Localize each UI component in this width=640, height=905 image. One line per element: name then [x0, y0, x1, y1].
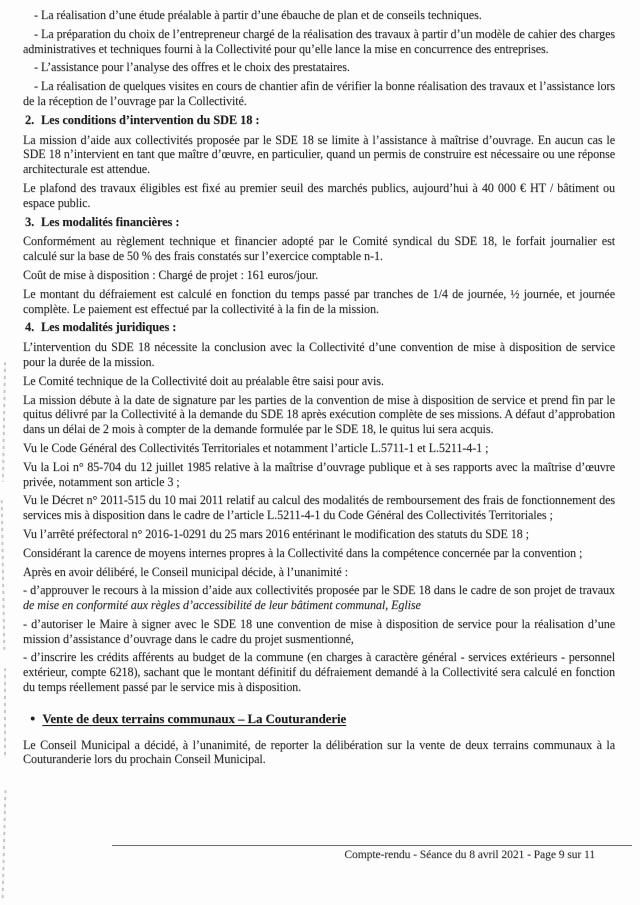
footer-text: Compte-rendu - Séance du 8 avril 2021 - Page 9 sur 11 [344, 848, 595, 861]
scan-artifact [4, 668, 6, 758]
section-title: Les modalités financières : [41, 214, 180, 229]
bullet-icon: ● [30, 712, 36, 723]
paragraph: Vu l’arrêté préfectoral n° 2016-1-0291 du 25 mars 2016 entérinant le modification des statuts du SDE 18 ; [23, 526, 529, 541]
scan-artifact [1, 500, 6, 650]
decision-item: - d’inscrire les crédits afférents au budget de la commune (en charges à caractère général - services extérieurs - personnel extérieur, compte 6218), sachant que le montant définitif du défraiement demandé à la Collectivité sera calculé en fonction du temps réellement passé par le service mis à disposition. [23, 650, 615, 695]
agenda-item-heading [30, 711, 615, 727]
paragraph: Le Comité technique de la Collectivité doit au préalable être saisi pour avis. [23, 373, 384, 388]
section-heading-financieres [25, 215, 615, 230]
paragraph: Coût de mise à disposition : Chargé de projet : 161 euros/jour. [23, 267, 319, 282]
list-item: - L’assistance pour l’analyse des offres et le choix des prestataires. [34, 60, 350, 75]
section-heading-conditions [25, 113, 615, 128]
footer-rule [112, 845, 632, 846]
section-number: 4. [25, 320, 35, 335]
paragraph: L’intervention du SDE 18 nécessite la conclusion avec la Collectivité d’une convention de mise à disposition de service pour la durée de la mission. [23, 340, 615, 369]
paragraph: Le montant du défraiement est calculé en fonction du temps passé par tranches de 1/4 de journée, ½ journée, et journée complète. Le paiement est effectué par la collectivité à la fin de la mission. [23, 286, 615, 316]
section-heading-juridiques [25, 320, 615, 335]
paragraph: Le Conseil Municipal a décidé, à l’unanimité, de reporter la délibération sur la vente de deux terrains communaux à la Couturanderie lors du prochain Conseil Municipal. [23, 737, 615, 767]
paragraph: Après en avoir délibéré, le Conseil municipal décide, à l’unanimité : [23, 564, 348, 579]
paragraph: Considérant la carence de moyens internes propres à la Collectivité dans la compétence concernée par la convention ; [23, 545, 583, 560]
paragraph: La mission d’aide aux collectivités proposée par le SDE 18 se limite à l’assistance à maîtrise d’ouvrage. En aucun cas le SDE 18 n’intervient en tant que maître d’œuvre, en particulier, quand un permis de construire est nécessaire ou une réponse architecturale est attendue. [23, 132, 615, 177]
paragraph: Vu le Décret n° 2011-515 du 10 mai 2011 relatif au calcul des modalités de remboursement des frais de fonctionnement des services mis à disposition dans le cadre de l’article L.5211-4-1 du Code Général des Collectivités Territoriales ; [23, 493, 615, 523]
section-title: Les conditions d’intervention du SDE 18 : [41, 112, 260, 127]
paragraph: La mission débute à la date de signature par les parties de la convention de mise à disposition de service et prend fin par le quitus délivré par la Collectivité à la demande du SDE 18 après exécution complète de ses missions. A défaut d’approbation dans un délai de 2 mois à compter de la demande formulée par le SDE 18, le quitus lui sera acquis. [23, 392, 615, 437]
paragraph: Le plafond des travaux éligibles est fixé au premier seuil des marchés publics, aujourd’hui à 40 000 € HT / bâtiment ou espace public. [23, 180, 615, 210]
section-title: Les modalités juridiques : [41, 320, 177, 335]
paragraph: Vu la Loi n° 85-704 du 12 juillet 1985 relative à la maîtrise d’ouvrage publique et à ses rapports avec la maîtrise d’œuvre privée, notamment son article 3 ; [23, 459, 615, 489]
paragraph: Vu le Code Général des Collectivités Territoriales et notamment l’article L.5711-1 et L.5211-4-1 ; [23, 440, 489, 455]
list-item: - La préparation du choix de l’entrepreneur chargé de la réalisation des travaux à partir d’un modèle de cahier des charges administratives et techniques fourni à la Collectivité pour qu’elle lance la mise en concurrence des entreprises. [23, 26, 615, 56]
paragraph: Conformément au règlement technique et financier adopté par le Comité syndical du SDE 18, le forfait journalier est calculé sur la base de 50 % des frais constatés sur l’exercice comptable n-1. [23, 234, 615, 264]
agenda-item-title: Vente de deux terrains communaux – La Couturanderie [42, 711, 347, 726]
decision-text-italic: de mise en conformité aux règles d’accessibilité de leur bâtiment communal, Eglise [23, 598, 421, 613]
list-item: - La réalisation d’une étude préalable à partir d’une ébauche de plan et de conseils techniques. [34, 8, 482, 22]
section-number: 2. [25, 112, 35, 127]
decision-item [23, 583, 615, 613]
page-footer [0, 845, 640, 863]
section-number: 3. [25, 214, 35, 229]
scan-artifact [2, 362, 6, 482]
decision-item: - d’autoriser le Maire à signer avec le SDE 18 une convention de mise à disposition de service pour la réalisation d’une mission d’assistance d’ouvrage dans le cadre du projet susmentionné, [23, 616, 615, 646]
list-item: - La réalisation de quelques visites en cours de chantier afin de vérifier la bonne réalisation des travaux et l’assistance lors de la réception de l’ouvrage par la Collectivité. [23, 79, 615, 108]
decision-text: - d’approuver le recours à la mission d’aide aux collectivités proposée par le SDE 18 dans le cadre de son projet de travaux [23, 583, 615, 598]
